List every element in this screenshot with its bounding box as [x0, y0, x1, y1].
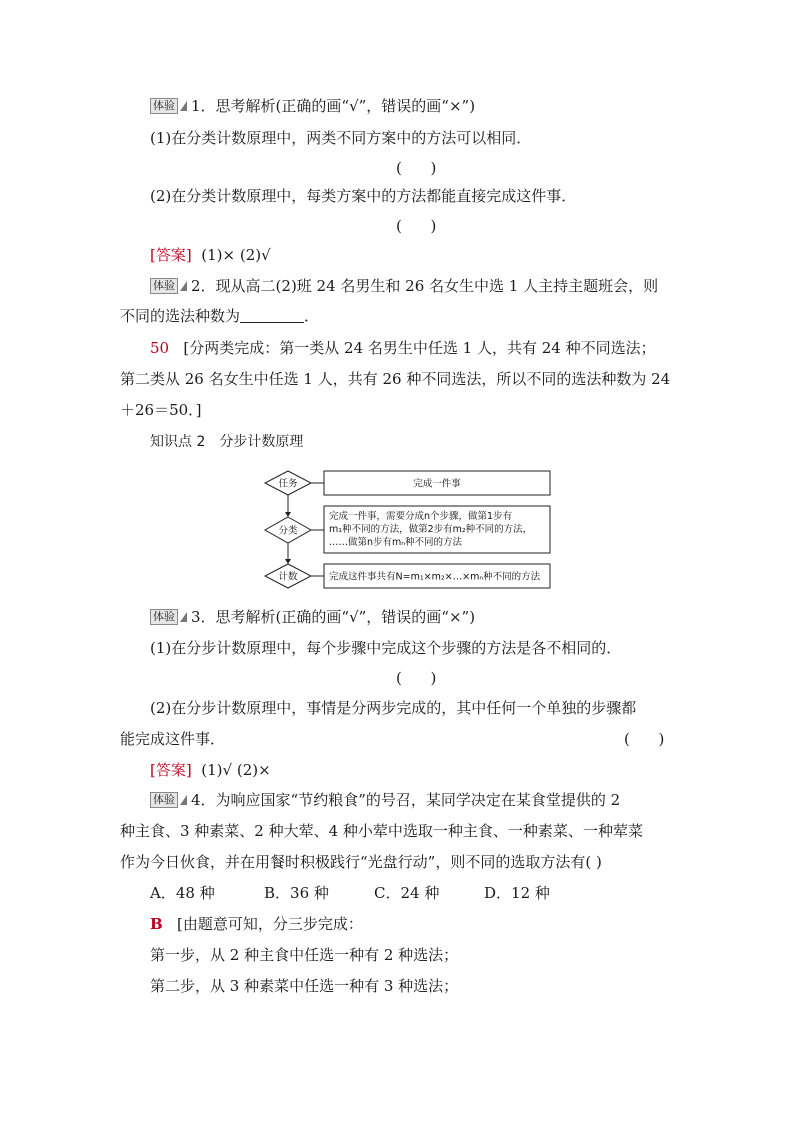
- q4-explain1: [由题意可知，分三步完成：: [177, 915, 363, 933]
- q2-line1-wrap: [150, 276, 658, 296]
- section-heading: 知识点 2 分步计数原理: [150, 434, 304, 450]
- q3-title-line: [150, 607, 475, 627]
- q2-explain1: [分两类完成：第一类从 24 名男生中任选 1 人，共有 24 种不同选法；: [183, 339, 656, 357]
- q1-answer-text: (1)× (2)√: [201, 246, 271, 264]
- q3-item2-line1: (2)在分步计数原理中，事情是分两步完成的，其中任何一个单独的步骤都: [150, 699, 637, 717]
- q2-line1: 2．现从高二(2)班 24 名男生和 26 名女生中选 1 人主持主题班会，则: [191, 277, 659, 295]
- q1-tag-corner-icon: [180, 101, 187, 111]
- q2-answer-blank: [240, 308, 304, 323]
- q2-explain1-wrap: [150, 338, 656, 358]
- q1-item2: (2)在分类计数原理中，每类方案中的方法都能直接完成这件事．: [150, 187, 577, 205]
- q1-paren1: ( ): [396, 159, 437, 177]
- arrow-1-icon: [285, 512, 291, 517]
- step-counting-diagram: [262, 466, 558, 592]
- q1-tag: 体验: [150, 98, 178, 114]
- q4-option-d: D．12 种: [484, 884, 550, 902]
- q2-explain3: ＋26＝50．]: [120, 401, 202, 419]
- q2-tag: 体验: [150, 278, 178, 294]
- box-steps-line2: m₁种不同的方法，做第2步有m₂种不同的方法，: [329, 524, 533, 535]
- q4-option-c: C．24 种: [374, 884, 440, 902]
- q3-item2-line2: 能完成这件事．: [120, 730, 226, 748]
- q4-explain1-wrap: [150, 914, 363, 934]
- node-classify-label: 分类: [278, 525, 298, 537]
- q2-answer-value: 50: [150, 339, 170, 357]
- node-count-label: 计数: [278, 571, 298, 583]
- q4-line1: 4．为响应国家“节约粮食”的号召，某同学决定在某食堂提供的 2: [191, 791, 621, 809]
- node-task-label: 任务: [278, 478, 298, 490]
- q4-explain2: 第一步，从 2 种主食中任选一种有 2 种选法；: [150, 946, 459, 964]
- q3-paren2: ( ): [624, 730, 665, 748]
- q3-tag: 体验: [150, 609, 178, 625]
- q3-tag-corner-icon: [180, 612, 187, 622]
- q3-answer-label: [答案]: [150, 761, 192, 779]
- box-task-text: 完成一件事: [413, 478, 461, 490]
- q4-line3: 作为今日伙食，并在用餐时积极践行“光盘行动”，则不同的选取方法有( ): [120, 853, 602, 871]
- box-count-text: 完成这件事共有N=m₁×m₂×…×mₙ种不同的方法: [329, 571, 541, 583]
- q4-option-b: B．36 种: [264, 884, 329, 902]
- q3-paren1: ( ): [396, 669, 437, 687]
- q2-explain2: 第二类从 26 名女生中任选 1 人，共有 26 种不同选法，所以不同的选法种数为 24: [120, 370, 671, 388]
- q3-title: 3．思考解析(正确的画“√”，错误的画“×”): [191, 608, 476, 626]
- q1-answer-label: [答案]: [150, 246, 192, 264]
- q4-answer-value: B: [150, 915, 163, 933]
- q1-title: 1．思考解析(正确的画“√”，错误的画“×”): [191, 97, 476, 115]
- q1-item1: (1)在分类计数原理中，两类不同方案中的方法可以相同．: [150, 129, 532, 147]
- q2-line2-post: ．: [304, 307, 320, 325]
- q3-answer-line: [150, 760, 271, 780]
- q4-explain3: 第二步，从 3 种素菜中任选一种有 3 种选法；: [150, 977, 459, 995]
- q2-line2-pre: 不同的选法种数为: [120, 307, 241, 325]
- arrow-2-icon: [285, 559, 291, 564]
- q4-tag-corner-icon: [180, 795, 187, 805]
- q2-line2-wrap: [120, 306, 319, 326]
- q4-line2: 种主食、3 种素菜、2 种大荤、4 种小荤中选取一种主食、一种素菜、一种荤菜: [120, 822, 643, 840]
- q3-item1: (1)在分步计数原理中，每个步骤中完成这个步骤的方法是各不相同的．: [150, 639, 622, 657]
- box-steps-line1: 完成一件事，需要分成n个步骤，做第1步有: [329, 511, 513, 522]
- q3-answer-text: (1)√ (2)×: [201, 761, 271, 779]
- q4-option-a: A．48 种: [150, 884, 215, 902]
- q4-tag: 体验: [150, 792, 178, 808]
- q1-paren2: ( ): [396, 217, 437, 235]
- q4-line1-wrap: [150, 790, 620, 810]
- q1-title-line: [150, 96, 475, 116]
- q1-answer-line: [150, 245, 271, 265]
- box-steps-line3: ……做第n步有mₙ种不同的方法: [329, 537, 463, 548]
- q2-tag-corner-icon: [180, 281, 187, 291]
